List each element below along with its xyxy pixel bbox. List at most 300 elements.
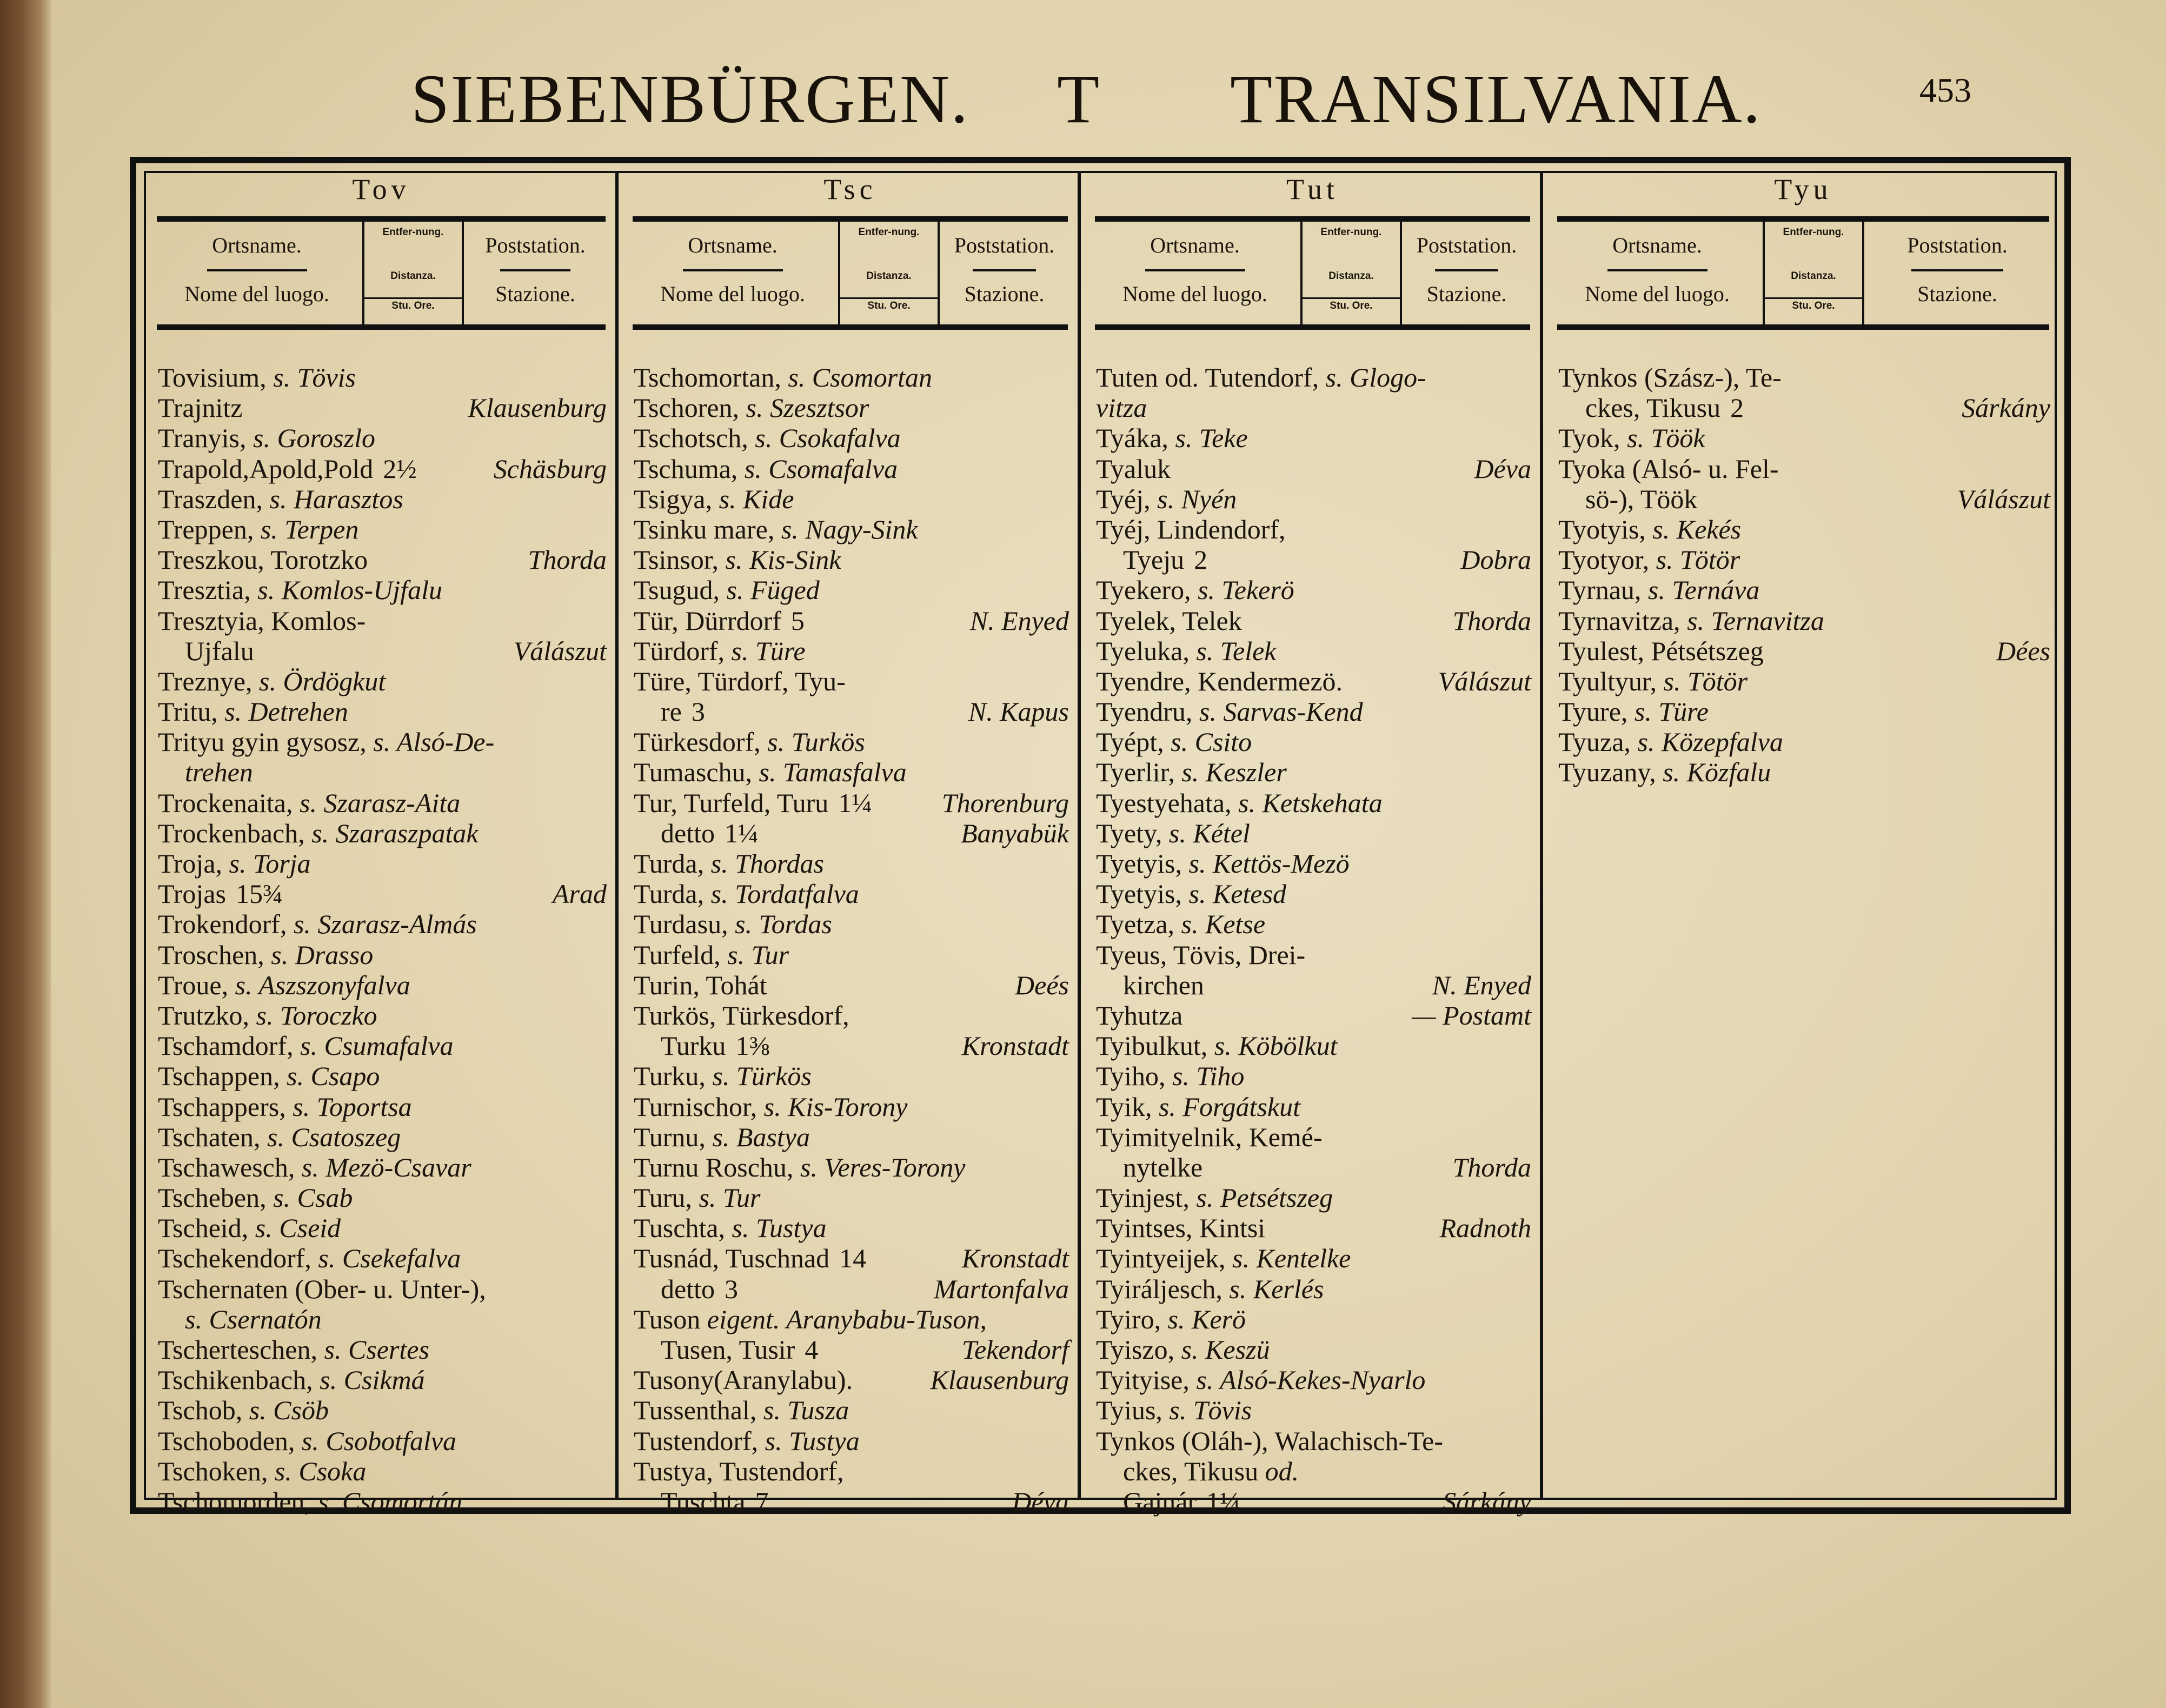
entry-name: Tür, Dürrdorf bbox=[634, 605, 781, 636]
header-place-name bbox=[157, 222, 357, 324]
header-distance bbox=[838, 222, 940, 324]
entry-reference: s. Tötör bbox=[1656, 544, 1740, 575]
entry-reference: s. Csertes bbox=[324, 1334, 429, 1365]
entry-post-station: — Postamt bbox=[1412, 1000, 1531, 1031]
list-item bbox=[1558, 727, 2055, 757]
list-item bbox=[634, 1152, 1073, 1182]
entry-name: Tyeus, Tövis, Drei- bbox=[1096, 939, 1306, 970]
header-post-station bbox=[1865, 222, 2049, 324]
list-item bbox=[634, 696, 1073, 727]
column-heading: Tyu bbox=[1774, 173, 1832, 205]
entry-reference: s. Kerlés bbox=[1229, 1273, 1324, 1304]
list-item bbox=[634, 1334, 1073, 1365]
entry-reference: s. Kentelke bbox=[1232, 1243, 1351, 1274]
list-item bbox=[634, 909, 1073, 939]
entry-reference: s. Kerö bbox=[1167, 1304, 1246, 1334]
header-post-de: Poststation. bbox=[1907, 233, 2008, 257]
list-item bbox=[1096, 423, 1536, 453]
entry-distance: 14 bbox=[839, 1243, 867, 1274]
list-item bbox=[1096, 1122, 1536, 1152]
entry-reference: trehen bbox=[185, 757, 253, 788]
entry-post-station: Kronstadt bbox=[961, 1243, 1069, 1274]
entry-name: Tsugud, bbox=[634, 575, 720, 606]
entry-distance: 2 bbox=[1730, 393, 1744, 423]
list-item bbox=[1558, 362, 2055, 393]
list-item bbox=[158, 636, 611, 666]
entry-reference: vitza bbox=[1096, 393, 1147, 423]
entry-reference: s. Tordatfalva bbox=[710, 879, 859, 909]
list-item bbox=[158, 1152, 611, 1182]
list-item bbox=[158, 1213, 611, 1243]
entry-reference: s. Tur bbox=[699, 1182, 761, 1213]
list-item bbox=[158, 788, 611, 818]
header-post-de: Poststation. bbox=[954, 233, 1055, 257]
entry-reference: s. Csapo bbox=[287, 1061, 380, 1092]
list-item bbox=[634, 1243, 1073, 1273]
entry-name: Tyetza, bbox=[1096, 909, 1175, 940]
header-distance bbox=[362, 222, 464, 324]
entry-reference: s. Kis-Sink bbox=[725, 544, 841, 575]
entry-post-station: Déva bbox=[1012, 1486, 1069, 1517]
entry-name: Tyetyis, bbox=[1096, 879, 1182, 909]
entry-post-station: Válászut bbox=[513, 635, 607, 666]
column-heading: Tov bbox=[352, 173, 410, 205]
list-item bbox=[634, 1395, 1073, 1425]
entry-reference: s. Csito bbox=[1171, 727, 1252, 757]
header-post-de: Poststation. bbox=[485, 233, 586, 257]
entry-name: Türkesdorf, bbox=[634, 727, 761, 757]
entry-name: Tyultyur, bbox=[1558, 666, 1657, 696]
entry-post-station: Kronstadt bbox=[961, 1031, 1069, 1061]
entry-reference: s. Sarvas-Kend bbox=[1199, 696, 1363, 727]
entry-post-station: Sárkány bbox=[1962, 393, 2050, 423]
column-tut bbox=[1084, 173, 1541, 1517]
entry-name: Tuson bbox=[634, 1304, 701, 1334]
column-heading: Tut bbox=[1286, 173, 1339, 205]
entry-name: Tyotyor, bbox=[1558, 544, 1650, 575]
list-item bbox=[158, 393, 611, 423]
entry-reference: s. Tövis bbox=[1169, 1395, 1252, 1426]
header-rule bbox=[1607, 269, 1707, 271]
entry-post-station: Tekendorf bbox=[961, 1334, 1069, 1365]
entry-name: Turu, bbox=[634, 1182, 692, 1213]
entry-reference: s. Tiho bbox=[1172, 1061, 1245, 1092]
list-item bbox=[634, 757, 1073, 787]
header-post-station bbox=[465, 222, 606, 324]
header-rule bbox=[500, 269, 570, 271]
header-name-it: Nome del luogo. bbox=[1122, 282, 1267, 306]
list-item bbox=[1096, 1304, 1536, 1334]
list-item bbox=[634, 1426, 1073, 1456]
entry-name: Tscheid, bbox=[158, 1213, 249, 1244]
entry-reference: s. Csab bbox=[273, 1182, 353, 1213]
column-divider bbox=[1078, 173, 1081, 1498]
list-item bbox=[634, 606, 1073, 636]
list-item bbox=[634, 1182, 1073, 1213]
entry-reference: s. Csikmá bbox=[320, 1365, 425, 1395]
list-item bbox=[1558, 484, 2055, 514]
entry-reference: s. Csoka bbox=[274, 1456, 367, 1486]
entry-name: Tritu, bbox=[158, 696, 218, 727]
entry-name: Tyik, bbox=[1096, 1091, 1152, 1122]
entry-reference: s. Szarasz-Almás bbox=[293, 909, 477, 940]
entry-name: Tyure, bbox=[1558, 696, 1628, 727]
entry-reference: s. Forgátskut bbox=[1158, 1091, 1300, 1122]
list-item bbox=[1096, 727, 1536, 757]
entry-reference: s. Csomortán bbox=[318, 1486, 463, 1517]
list-item bbox=[1096, 1334, 1536, 1365]
header-distance-it: Distanza. bbox=[1328, 270, 1374, 282]
list-item bbox=[1096, 1274, 1536, 1304]
entry-name: Turda, bbox=[634, 848, 705, 879]
list-item bbox=[1096, 606, 1536, 636]
header-post-de: Poststation. bbox=[1416, 233, 1517, 257]
list-item bbox=[634, 879, 1073, 909]
list-item bbox=[1096, 818, 1536, 848]
entry-reference: s. Glogo- bbox=[1325, 362, 1426, 393]
entry-name: Tuschta bbox=[661, 1486, 746, 1517]
header-distance-units: Stu. Ore. bbox=[1765, 297, 1862, 312]
entry-reference: s. Petsétszeg bbox=[1196, 1182, 1333, 1213]
list-item bbox=[1096, 362, 1536, 393]
list-item bbox=[158, 362, 611, 393]
header-distance-units: Stu. Ore. bbox=[364, 297, 462, 312]
entry-post-station: Martonfalva bbox=[934, 1273, 1069, 1304]
list-item bbox=[1096, 666, 1536, 696]
page-number: 453 bbox=[1919, 71, 1971, 109]
entry-name: Tovisium, bbox=[158, 362, 267, 393]
entry-reference: s. Goroszlo bbox=[253, 423, 375, 454]
entry-name: Tynkos (Oláh-), Walachisch-Te- bbox=[1096, 1425, 1443, 1456]
entry-reference: s. Tur bbox=[727, 939, 789, 970]
entry-name: Gajnár bbox=[1123, 1486, 1197, 1517]
list-item bbox=[1096, 788, 1536, 818]
entry-name: Tyéj, Lindendorf, bbox=[1096, 514, 1286, 544]
entry-name: Tyeju bbox=[1123, 544, 1185, 575]
entry-name: Tyimityelnik, Kemé- bbox=[1096, 1121, 1323, 1152]
entry-reference: s. Alsó-Kekes-Nyarlo bbox=[1196, 1365, 1426, 1395]
entry-reference: s. Telek bbox=[1196, 635, 1277, 666]
column-header-box bbox=[1557, 216, 2049, 330]
entry-name: Tschikenbach, bbox=[158, 1365, 313, 1395]
entry-name: Treszkou, Torotzko bbox=[158, 544, 368, 575]
entry-name: Trajnitz bbox=[158, 393, 243, 423]
header-place-name bbox=[1095, 222, 1295, 324]
list-item bbox=[1096, 575, 1536, 605]
list-item bbox=[1096, 1000, 1536, 1031]
entry-name: Tyety, bbox=[1096, 818, 1162, 848]
entry-name: Trutzko, bbox=[158, 1000, 250, 1031]
entry-reference: s. Nyén bbox=[1157, 483, 1237, 514]
entry-post-station: Klausenburg bbox=[468, 393, 607, 423]
list-item bbox=[1096, 1365, 1536, 1395]
entry-post-station: Thorda bbox=[528, 544, 607, 575]
entry-reference: s. Kekés bbox=[1652, 514, 1742, 544]
list-item bbox=[158, 818, 611, 848]
entry-reference: s. Szaraszpatak bbox=[311, 818, 479, 848]
list-item bbox=[1096, 636, 1536, 666]
entry-name: Tyuza, bbox=[1558, 727, 1631, 757]
entry-reference: s. Aszszonyfalva bbox=[235, 969, 410, 1000]
entry-name: Turku bbox=[661, 1031, 726, 1061]
entry-list bbox=[1096, 362, 1536, 1517]
entry-reference: s. Ternavitza bbox=[1687, 605, 1824, 636]
list-item bbox=[158, 1426, 611, 1456]
entry-name: Treznye, bbox=[158, 666, 253, 696]
entry-name: Turnu Roschu, bbox=[634, 1152, 794, 1182]
entry-reference: s. Harasztos bbox=[269, 483, 403, 514]
list-item bbox=[634, 1365, 1073, 1395]
entry-reference: s. Keszler bbox=[1181, 757, 1287, 788]
list-item bbox=[158, 1031, 611, 1061]
header-name-it: Nome del luogo. bbox=[660, 282, 805, 306]
entry-name: Tyetyis, bbox=[1096, 848, 1182, 879]
list-item bbox=[1558, 393, 2055, 423]
entry-name: Turkös, Türkesdorf, bbox=[634, 1000, 849, 1031]
entry-name: Tyéj, bbox=[1096, 483, 1151, 514]
list-item bbox=[1558, 606, 2055, 636]
column-header-box bbox=[1095, 216, 1530, 330]
entry-distance: 1⅜ bbox=[735, 1031, 769, 1061]
header-distance-units: Stu. Ore. bbox=[1303, 297, 1400, 312]
entry-name: Tusen, Tusir bbox=[661, 1334, 795, 1365]
column-heading: Tsc bbox=[823, 173, 877, 205]
gazetteer-table bbox=[130, 157, 2071, 1517]
entry-post-station: Sárkány bbox=[1443, 1486, 1531, 1517]
entry-name: Tschoboden, bbox=[158, 1425, 295, 1456]
list-item bbox=[158, 727, 611, 757]
entry-name: Trockenbach, bbox=[158, 818, 305, 848]
header-rule bbox=[1911, 269, 2003, 271]
list-item bbox=[158, 1243, 611, 1273]
entry-name: Tuschta, bbox=[634, 1213, 726, 1244]
entry-reference: s. Csumafalva bbox=[300, 1031, 454, 1061]
entry-distance: 1¼ bbox=[724, 818, 759, 848]
list-item bbox=[1096, 1426, 1536, 1456]
entry-name: sö-), Töök bbox=[1585, 483, 1698, 514]
entry-reference: s. Teke bbox=[1175, 423, 1248, 454]
list-item bbox=[158, 909, 611, 939]
list-item bbox=[158, 575, 611, 605]
header-name-it: Nome del luogo. bbox=[1585, 282, 1730, 306]
list-item bbox=[634, 393, 1073, 423]
entry-reference: s. Drasso bbox=[271, 939, 374, 970]
entry-name: re bbox=[661, 696, 682, 727]
entry-post-station: Klausenburg bbox=[930, 1365, 1069, 1395]
entry-name: detto bbox=[661, 818, 715, 848]
header-name-de: Ortsname. bbox=[1150, 233, 1240, 257]
entry-name: Tyintses, Kintsi bbox=[1096, 1213, 1266, 1244]
header-distance-units: Stu. Ore. bbox=[840, 297, 938, 312]
entry-name: Tyintyeijek, bbox=[1096, 1243, 1226, 1274]
entry-name: Tschoken, bbox=[158, 1456, 268, 1486]
entry-name: Tschaten, bbox=[158, 1121, 261, 1152]
column-divider bbox=[1540, 173, 1543, 1498]
entry-name: Tschoren, bbox=[634, 393, 740, 423]
entry-reference: s. Türe bbox=[731, 635, 806, 666]
entry-reference: s. Tekerö bbox=[1198, 575, 1294, 606]
list-item bbox=[158, 1365, 611, 1395]
entry-reference: eigent. Aranybabu-Tuson, bbox=[707, 1304, 987, 1334]
entry-post-station: Dées bbox=[1996, 635, 2050, 666]
entry-distance: 1¼ bbox=[1206, 1486, 1240, 1517]
list-item bbox=[158, 848, 611, 879]
list-item bbox=[634, 1486, 1073, 1517]
list-item bbox=[634, 1213, 1073, 1243]
entry-name: Tyiráljesch, bbox=[1096, 1273, 1222, 1304]
list-item bbox=[634, 727, 1073, 757]
book-page bbox=[51, 0, 2166, 1708]
entry-name: Trapold,Apold,Pold bbox=[158, 453, 374, 484]
list-item bbox=[1096, 1031, 1536, 1061]
entry-name: Tschernaten (Ober- u. Unter-), bbox=[158, 1273, 486, 1304]
entry-post-station: Radnoth bbox=[1439, 1213, 1531, 1244]
list-item bbox=[634, 1061, 1073, 1091]
list-item bbox=[634, 970, 1073, 1000]
entry-name: Tynkos (Szász-), Te- bbox=[1558, 362, 1782, 393]
column-tov bbox=[146, 173, 616, 1517]
entry-name: Tyibulkut, bbox=[1096, 1031, 1208, 1061]
header-distance-de: Entfer-nung. bbox=[382, 227, 444, 238]
entry-reference: s. Tustya bbox=[732, 1213, 827, 1244]
list-item bbox=[158, 970, 611, 1000]
entry-name: Trockenaita, bbox=[158, 787, 293, 818]
list-item bbox=[1096, 970, 1536, 1000]
entry-reference: s. Tövis bbox=[273, 362, 356, 393]
header-distance-it: Distanza. bbox=[390, 270, 436, 282]
entry-name: Tsinku mare, bbox=[634, 514, 775, 544]
entry-post-station: Thorda bbox=[1452, 1152, 1531, 1182]
list-item bbox=[1558, 454, 2055, 484]
entry-name: Tyoka (Alsó- u. Fel- bbox=[1558, 453, 1779, 484]
entry-name: Tschotsch, bbox=[634, 423, 748, 454]
list-item bbox=[634, 544, 1073, 575]
running-head-left: SIEBENBÜRGEN. bbox=[411, 61, 969, 137]
entry-reference: s. Füged bbox=[726, 575, 820, 606]
column-header-box bbox=[633, 216, 1068, 330]
entry-name: ckes, Tikusu bbox=[1585, 393, 1721, 423]
entry-reference: s. Köbölkut bbox=[1214, 1031, 1338, 1061]
entry-reference: s. Ketskehata bbox=[1238, 787, 1383, 818]
entry-distance: 1¼ bbox=[838, 787, 872, 818]
list-item bbox=[634, 1304, 1073, 1334]
entry-reference: s. Csobotfalva bbox=[301, 1425, 457, 1456]
list-item bbox=[634, 1031, 1073, 1061]
list-item bbox=[634, 1092, 1073, 1122]
entry-name: Tusnád, Tuschnad bbox=[634, 1243, 830, 1274]
list-item bbox=[1096, 1213, 1536, 1243]
list-item bbox=[158, 514, 611, 544]
list-item bbox=[158, 879, 611, 909]
list-item bbox=[634, 362, 1073, 393]
entry-reference: s. Alsó-De- bbox=[373, 727, 495, 757]
entry-name: Tyelek, Telek bbox=[1096, 605, 1242, 636]
entry-post-station: Válászut bbox=[1438, 666, 1531, 696]
entry-name: Türdorf, bbox=[634, 635, 725, 666]
entry-name: Tresztia, bbox=[158, 575, 251, 606]
entry-name: Tyiho, bbox=[1096, 1061, 1166, 1092]
entry-name: Tustya, Tustendorf, bbox=[634, 1456, 844, 1486]
entry-reference: s. Thordas bbox=[710, 848, 824, 879]
entry-reference: s. Tordas bbox=[735, 909, 832, 940]
column-tyu bbox=[1546, 173, 2060, 1498]
header-rule bbox=[973, 269, 1037, 271]
header-rule bbox=[1435, 269, 1499, 271]
list-item bbox=[158, 544, 611, 575]
entry-name: Tschamdorf, bbox=[158, 1031, 294, 1061]
entry-reference: s. Tusza bbox=[763, 1395, 849, 1426]
list-item bbox=[158, 606, 611, 636]
entry-name: Tschuma, bbox=[634, 453, 738, 484]
entry-name: Tyrnau, bbox=[1558, 575, 1642, 606]
entry-name: Tusony(Aranylabu). bbox=[634, 1365, 853, 1395]
header-post-station bbox=[941, 222, 1068, 324]
entry-post-station: Deés bbox=[1015, 969, 1069, 1000]
list-item bbox=[158, 1486, 611, 1517]
entry-name: Tyépt, bbox=[1096, 727, 1164, 757]
entry-reference: s. Kis-Torony bbox=[763, 1091, 908, 1122]
list-item bbox=[158, 1061, 611, 1091]
list-item bbox=[1096, 1395, 1536, 1425]
list-item bbox=[634, 1122, 1073, 1152]
entry-name: Tschappen, bbox=[158, 1061, 280, 1092]
entry-name: Tyáka, bbox=[1096, 423, 1168, 454]
entry-distance: 15¾ bbox=[235, 879, 283, 909]
entry-post-station: Schäsburg bbox=[493, 453, 607, 484]
list-item bbox=[634, 1456, 1073, 1486]
entry-name: Tschomorden, bbox=[158, 1486, 311, 1517]
entry-name: Tyulest, Pétsétszeg bbox=[1558, 635, 1764, 666]
header-name-de: Ortsname. bbox=[212, 233, 302, 257]
entry-name: Tyotyis, bbox=[1558, 514, 1646, 544]
header-rule bbox=[1145, 269, 1245, 271]
entry-name: Trokendorf, bbox=[158, 909, 287, 940]
entry-reference: od. bbox=[1265, 1456, 1299, 1486]
list-item bbox=[158, 1000, 611, 1031]
entry-name: nytelke bbox=[1123, 1152, 1203, 1182]
header-distance-it: Distanza. bbox=[1791, 270, 1836, 282]
running-head bbox=[51, 59, 2166, 151]
entry-name: Ujfalu bbox=[185, 635, 254, 666]
entry-reference: s. Nagy-Sink bbox=[781, 514, 918, 544]
entry-name: Tyuzany, bbox=[1558, 757, 1656, 788]
entry-name: Tsinsor, bbox=[634, 544, 719, 575]
entry-reference: s. Ternáva bbox=[1647, 575, 1760, 606]
entry-name: Tyestyehata, bbox=[1096, 787, 1232, 818]
list-item bbox=[634, 940, 1073, 970]
entry-post-station: Válászut bbox=[1957, 483, 2050, 514]
entry-reference: s. Keszü bbox=[1181, 1334, 1270, 1365]
header-place-name bbox=[633, 222, 833, 324]
entry-reference: s. Tötör bbox=[1663, 666, 1748, 696]
list-item bbox=[634, 575, 1073, 605]
header-distance-de: Entfer-nung. bbox=[1783, 227, 1844, 238]
entry-name: Turnischor, bbox=[634, 1091, 758, 1122]
entry-reference: s. Szarasz-Aita bbox=[300, 787, 461, 818]
list-item bbox=[1096, 879, 1536, 909]
list-item bbox=[634, 818, 1073, 848]
list-item bbox=[634, 484, 1073, 514]
entry-name: Tur, Turfeld, Turu bbox=[634, 787, 829, 818]
entry-distance: 3 bbox=[724, 1273, 738, 1304]
list-item bbox=[1558, 666, 2055, 696]
entry-distance: 2½ bbox=[383, 453, 417, 484]
entry-reference: s. Veres-Torony bbox=[800, 1152, 966, 1182]
header-post-it: Stazione. bbox=[495, 282, 575, 306]
entry-name: Tschappers, bbox=[158, 1091, 286, 1122]
list-item bbox=[1558, 696, 2055, 727]
list-item bbox=[158, 1456, 611, 1486]
